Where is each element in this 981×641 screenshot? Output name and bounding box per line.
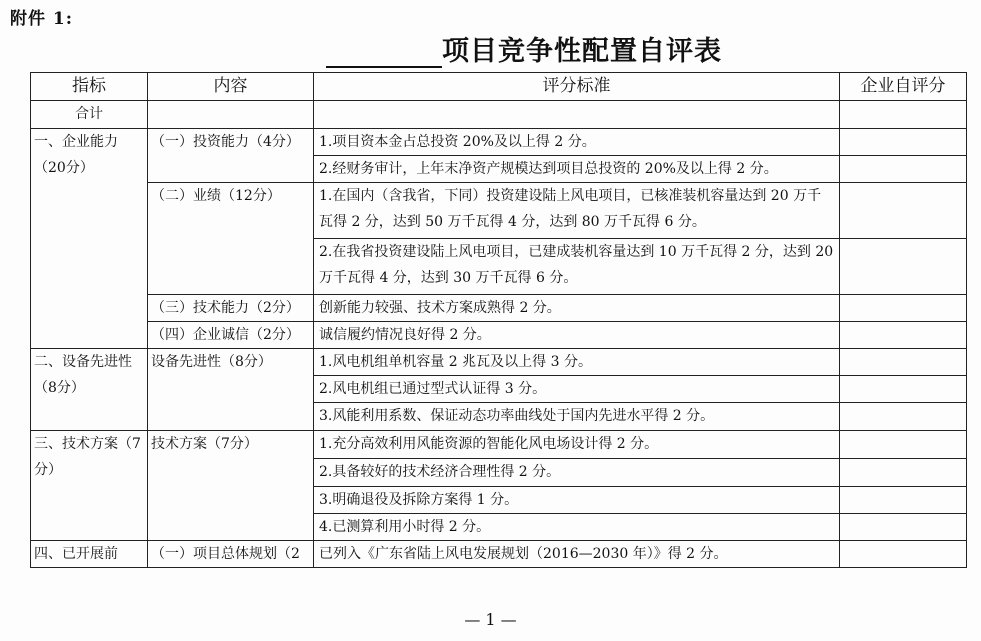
criteria-cell: 2.具备较好的技术经济合理性得 2 分。 [314, 459, 840, 487]
title-blank-line [326, 36, 442, 68]
page-number: — 1 — [464, 610, 517, 629]
self-score-cell[interactable] [840, 431, 967, 459]
content-overall-planning: （一）项目总体规划（2 [148, 541, 314, 568]
criteria-cell: 已列入《广东省陆上风电发展规划（2016—2030 年）》得 2 分。 [314, 541, 840, 568]
indicator-enterprise-capability: 一、企业能力（20分） [31, 129, 148, 349]
self-score-cell[interactable] [840, 239, 967, 295]
indicator-technical-plan: 三、技术方案（7分） [31, 431, 148, 541]
self-score-cell[interactable] [840, 459, 967, 487]
self-score-cell[interactable] [840, 349, 967, 376]
criteria-cell: 1.充分高效利用风能资源的智能化风电场设计得 2 分。 [314, 431, 840, 459]
header-indicator: 指标 [31, 73, 148, 101]
table-row [31, 129, 967, 156]
total-row [31, 101, 967, 129]
content-investment-capability: （一）投资能力（4分） [148, 129, 314, 183]
content-equipment-advancement: 设备先进性（8分） [148, 349, 314, 431]
criteria-cell: 1.项目资本金占总投资 20%及以上得 2 分。 [314, 129, 840, 156]
self-score-cell[interactable] [840, 541, 967, 568]
table-row [31, 541, 967, 568]
self-evaluation-table [30, 72, 967, 568]
content-technical-capability: （三）技术能力（2分） [148, 295, 314, 322]
criteria-cell: 1.在国内（含我省，下同）投资建设陆上风电项目，已核准装机容量达到 20 万千瓦得 2 分，达到 50 万千瓦得 4 分，达到 80 万千瓦得 6 分。 [314, 183, 840, 239]
header-content: 内容 [148, 73, 314, 101]
self-score-cell[interactable] [840, 403, 967, 431]
table-row [31, 431, 967, 459]
criteria-cell: 诚信履约情况良好得 2 分。 [314, 322, 840, 349]
content-enterprise-integrity: （四）企业诚信（2分） [148, 322, 314, 349]
total-score-cell[interactable] [840, 101, 967, 129]
header-row [31, 73, 967, 101]
self-score-cell[interactable] [840, 514, 967, 541]
header-self-score: 企业自评分 [840, 73, 967, 101]
self-score-cell[interactable] [840, 322, 967, 349]
criteria-cell: 2.风电机组已通过型式认证得 3 分。 [314, 376, 840, 403]
content-performance: （二）业绩（12分） [148, 183, 314, 295]
self-score-cell[interactable] [840, 183, 967, 239]
total-content-cell [148, 101, 314, 129]
content-technical-plan: 技术方案（7分） [148, 431, 314, 541]
total-criteria-cell [314, 101, 840, 129]
criteria-cell: 1.风电机组单机容量 2 兆瓦及以上得 3 分。 [314, 349, 840, 376]
self-score-cell[interactable] [840, 487, 967, 514]
indicator-preliminary-work: 四、已开展前 [31, 541, 148, 568]
table-row [31, 295, 967, 322]
table-row [31, 322, 967, 349]
title-row [326, 36, 722, 68]
indicator-equipment-advancement: 二、设备先进性（8分） [31, 349, 148, 431]
header-criteria: 评分标准 [314, 73, 840, 101]
table-row [31, 349, 967, 376]
criteria-cell: 2.经财务审计，上年末净资产规模达到项目总投资的 20%及以上得 2 分。 [314, 156, 840, 183]
attachment-label: 附件 1: [10, 9, 74, 29]
page-title: 项目竞争性配置自评表 [442, 36, 722, 67]
self-score-cell[interactable] [840, 376, 967, 403]
self-score-cell[interactable] [840, 295, 967, 322]
table-row [31, 183, 967, 239]
criteria-cell: 4.已测算利用小时得 2 分。 [314, 514, 840, 541]
self-score-cell[interactable] [840, 156, 967, 183]
criteria-cell: 3.明确退役及拆除方案得 1 分。 [314, 487, 840, 514]
criteria-cell: 2.在我省投资建设陆上风电项目，已建成装机容量达到 10 万千瓦得 2 分，达到 20 万千瓦得 4 分，达到 30 万千瓦得 6 分。 [314, 239, 840, 295]
self-score-cell[interactable] [840, 129, 967, 156]
criteria-cell: 创新能力较强、技术方案成熟得 2 分。 [314, 295, 840, 322]
criteria-cell: 3.风能利用系数、保证动态功率曲线处于国内先进水平得 2 分。 [314, 403, 840, 431]
total-label: 合计 [31, 101, 148, 129]
